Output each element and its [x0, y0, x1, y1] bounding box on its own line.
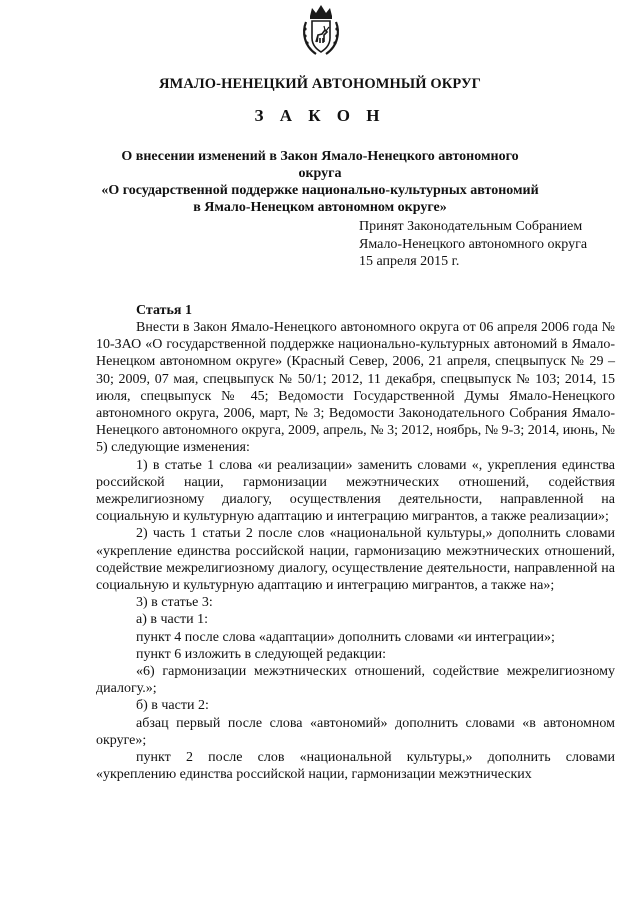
subject-line: О внесении изменений в Закон Ямало-Ненецкого автономного округа — [121, 149, 519, 181]
article-paragraph: Внести в Закон Ямало-Ненецкого автономного округа от 06 апреля 2006 года № 10-ЗАО «О государственной поддержке национально-культурных автономий в Ямало-Ненецком автономном округе» (Красный Север, 2006, 21 апреля, спецвыпуск № 29 – 30; 2009, 07 мая, спецвыпуск № 50/1; 2012, 11 декабря, спецвыпуск № 103; 2014, 15 июля, спецвыпуск № 45; Ведомости Государственной Думы Ямало-Ненецкого автономного округа, 2006, март, № 3; Ведомости Законодательного Собрания Ямало-Ненецкого автономного округа, 2009, апрель, № 3; 2012, ноябрь, № 9-3; 2014, июнь, № 5) следующие изменения: — [96, 320, 615, 456]
document-type-heading: З А К О Н — [254, 106, 386, 125]
article-paragraph: пункт 6 изложить в следующей редакции: — [136, 646, 386, 662]
article-paragraph: 1) в статье 1 слова «и реализации» заменить словами «, укрепления единства российской нации, гармонизации межэтнических отношений, содействия межрелигиозному диалогу, осуществления деятельности, направленной на социальную и культурную адаптацию и интеграцию мигрантов, а также реализации»; — [96, 457, 615, 525]
article-paragraph: б) в части 2: — [136, 698, 209, 714]
subject-line: в Ямало-Ненецком автономном округе» — [193, 200, 447, 215]
subject-line: «О государственной поддержке национально-культурных автономий — [101, 183, 539, 198]
article-heading: Статья 1 — [136, 303, 192, 318]
organization-title: ЯМАЛО-НЕНЕЦКИЙ АВТОНОМНЫЙ ОКРУГ — [158, 76, 482, 92]
article-body — [96, 319, 615, 783]
adoption-date: 15 апреля 2015 г. — [359, 254, 460, 269]
adoption-note — [359, 218, 629, 271]
yamal-nenets-coat-of-arms-icon — [300, 2, 342, 58]
article-paragraph: 2) часть 1 статьи 2 после слов «национальной культуры,» дополнить словами «укрепление единства российской нации, гармонизацию межэтнических отношений, содействие межрелигиозному диалогу, осуществление деятельности, направленной на социальную и культурную адаптацию и интеграцию мигрантов, а также на»; — [96, 526, 615, 594]
article-paragraph: а) в части 1: — [136, 612, 208, 628]
article-paragraph: «6) гармонизации межэтнических отношений, содействие межрелигиозному диалогу.»; — [96, 664, 615, 697]
adoption-line: Ямало-Ненецкого автономного округа — [359, 236, 588, 252]
document-subject — [100, 148, 540, 216]
adoption-line: Принят Законодательным Собранием — [359, 219, 583, 234]
article-paragraph: пункт 2 после слов «национальной культуры,» дополнить словами «укреплению единства российской нации, гармонизации межэтнических — [96, 750, 615, 783]
article-paragraph: абзац первый после слова «автономий» дополнить словами «в автономном округе»; — [96, 715, 615, 748]
article-paragraph: пункт 4 после слова «адаптации» дополнить словами «и интеграции»; — [136, 629, 555, 645]
article-paragraph: 3) в статье 3: — [136, 595, 213, 611]
